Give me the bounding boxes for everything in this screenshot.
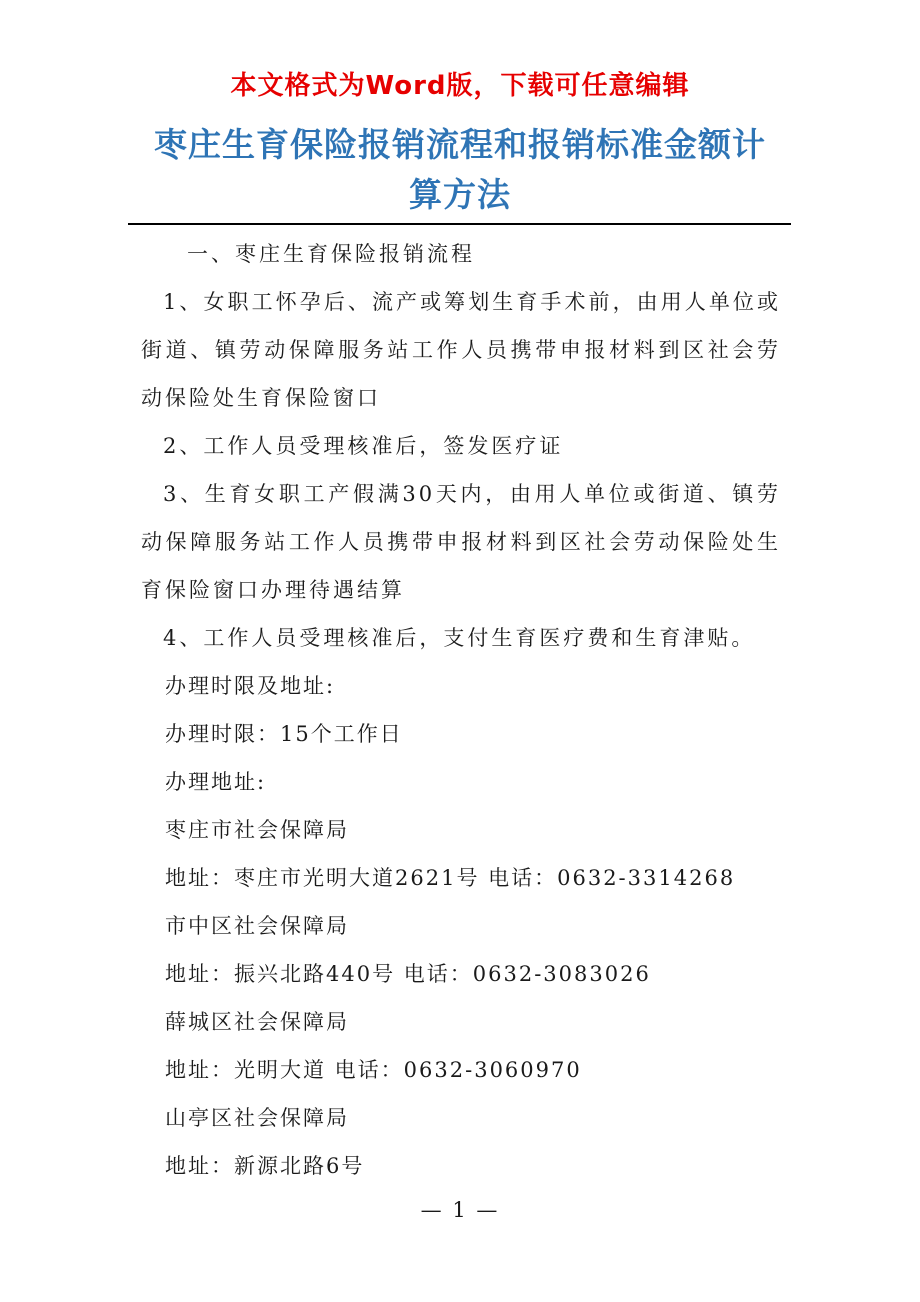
office-name: 市中区社会保障局 xyxy=(165,914,349,938)
process-step-2: 2、工作人员受理核准后，签发医疗证 xyxy=(163,434,564,458)
office-name: 山亭区社会保障局 xyxy=(165,1106,349,1130)
document-body xyxy=(141,230,781,1190)
office-address: 地址：枣庄市光明大道2621号 电话：0632-3314268 xyxy=(165,866,736,890)
office-address: 地址：新源北路6号 xyxy=(165,1154,365,1178)
process-step-1: 1、女职工怀孕后、流产或筹划生育手术前，由用人单位或街道、镇劳动保障服务站工作人员携带申报材料到区社会劳动保险处生育保险窗口 xyxy=(141,290,781,410)
title-divider xyxy=(128,223,791,225)
time-limit: 办理时限：15个工作日 xyxy=(165,722,403,746)
document-title: 枣庄生育保险报销流程和报销标准金额计算方法 xyxy=(154,125,766,214)
process-step-3: 3、生育女职工产假满30天内，由用人单位或街道、镇劳动保障服务站工作人员携带申报材料到区社会劳动保险处生育保险窗口办理待遇结算 xyxy=(141,482,781,602)
office-address: 地址：振兴北路440号 电话：0632-3083026 xyxy=(165,962,651,986)
page-number: — 1 — xyxy=(420,1198,500,1222)
address-heading: 办理地址: xyxy=(165,770,267,794)
section-heading: 一、枣庄生育保险报销流程 xyxy=(187,242,475,266)
process-step-4: 4、工作人员受理核准后，支付生育医疗费和生育津贴。 xyxy=(163,626,756,650)
office-name: 枣庄市社会保障局 xyxy=(165,818,349,842)
format-notice-banner: 本文格式为Word版，下载可任意编辑 xyxy=(230,71,690,101)
office-address: 地址：光明大道 电话：0632-3060970 xyxy=(165,1058,582,1082)
time-address-heading: 办理时限及地址: xyxy=(165,674,336,698)
office-name: 薛城区社会保障局 xyxy=(165,1010,349,1034)
